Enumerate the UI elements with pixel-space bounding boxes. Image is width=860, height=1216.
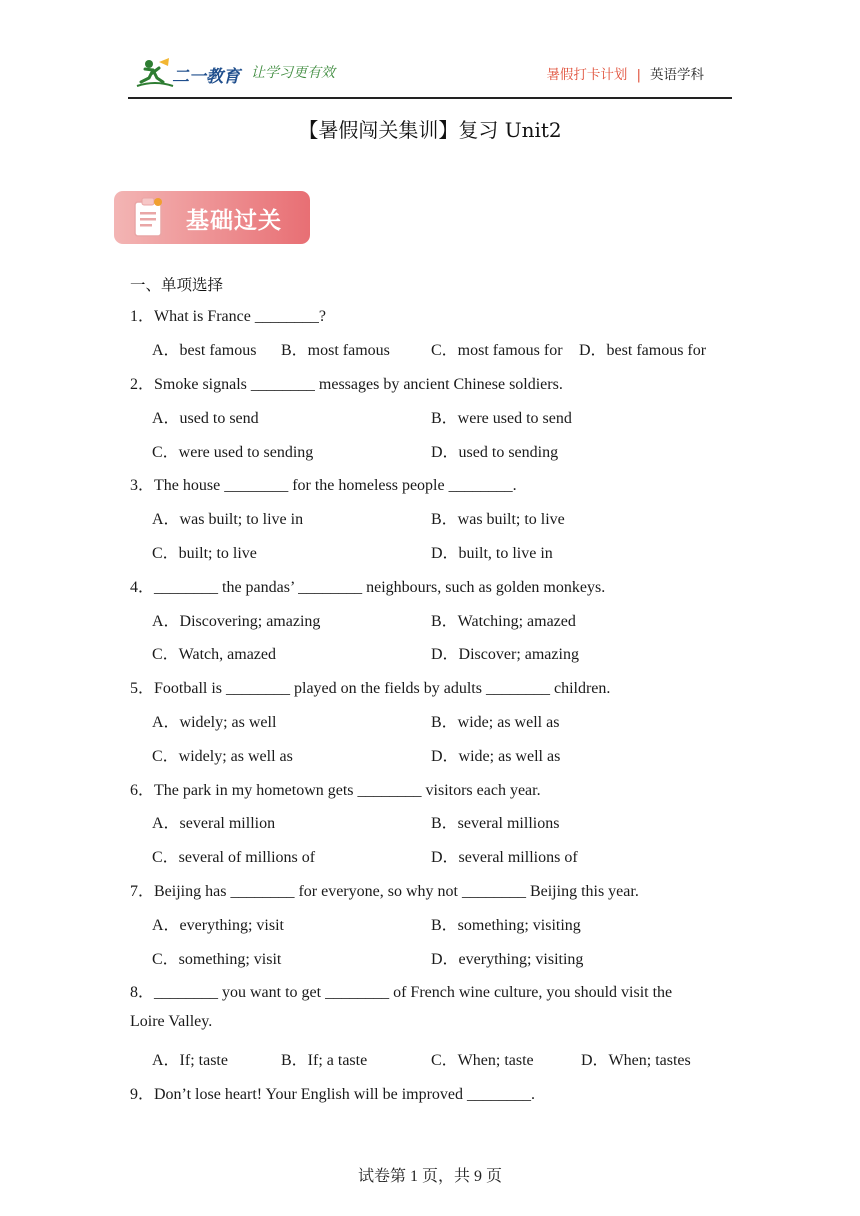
logo-text: 二一教育 <box>172 67 240 87</box>
option-d: D．used to sending <box>431 444 559 461</box>
question-stem: 6．The park in my hometown gets ________ visitors each year. <box>130 782 541 799</box>
option-b: B．Watching; amazed <box>431 613 576 630</box>
page-header <box>130 52 732 96</box>
document-icon <box>132 196 166 240</box>
option-c: C．were used to sending <box>152 444 314 461</box>
option-c: C．built; to live <box>152 545 257 562</box>
option-a: A．widely; as well <box>152 714 277 731</box>
question-stem: 7．Beijing has ________ for everyone, so why not ________ Beijing this year. <box>130 883 639 900</box>
option-b: B．something; visiting <box>431 917 581 934</box>
option-d: D．wide; as well as <box>431 748 561 765</box>
page-footer: 试卷第 1 页，共 9 页 <box>357 1168 502 1185</box>
slogan: 让学习更有效 <box>251 65 335 81</box>
option-c: C．widely; as well as <box>152 748 293 765</box>
option-a: A．was built; to live in <box>152 511 304 528</box>
option-b: B．several millions <box>431 815 560 832</box>
question-stem-continued: Loire Valley. <box>130 1013 213 1030</box>
option-a: A．used to send <box>152 410 259 427</box>
header-separator: | <box>636 67 641 83</box>
option-d: D．several millions of <box>431 849 578 866</box>
option-b: B．most famous <box>281 342 390 359</box>
option-a: A．If; taste <box>152 1052 228 1069</box>
header-rule <box>128 97 732 99</box>
question-stem: 1．What is France ________? <box>130 308 326 325</box>
subject-label: 英语学科 <box>650 67 704 83</box>
question-stem: 4．________ the pandas’ ________ neighbours, such as golden monkeys. <box>130 579 606 596</box>
option-a: A．several million <box>152 815 276 832</box>
question-stem: 2．Smoke signals ________ messages by ancient Chinese soldiers. <box>130 376 563 393</box>
option-b: B．was built; to live <box>431 511 565 528</box>
option-d: D．built, to live in <box>431 545 553 562</box>
option-c: C．When; taste <box>431 1052 534 1069</box>
option-a: A．Discovering; amazing <box>152 613 321 630</box>
option-d: D．everything; visiting <box>431 951 584 968</box>
option-c: C．several of millions of <box>152 849 316 866</box>
option-c: C．something; visit <box>152 951 282 968</box>
page-title: 【暑假闯关集训】复习 Unit2 <box>298 118 562 142</box>
option-d: D．best famous for <box>579 342 707 359</box>
option-c: C．most famous for <box>431 342 563 359</box>
option-a: A．everything; visit <box>152 917 284 934</box>
question-stem: 3．The house ________ for the homeless people ________. <box>130 477 517 494</box>
section-banner <box>114 191 310 244</box>
option-c: C．Watch, amazed <box>152 646 276 663</box>
plan-label: 暑假打卡计划 <box>546 67 628 83</box>
option-d: D．When; tastes <box>581 1052 691 1069</box>
section-heading: 一、单项选择 <box>130 276 224 294</box>
option-b: B．were used to send <box>431 410 572 427</box>
question-stem: 9．Don’t lose heart! Your English will be improved ________. <box>130 1086 536 1103</box>
option-d: D．Discover; amazing <box>431 646 579 663</box>
banner-label: 基础过关 <box>186 208 282 234</box>
option-a: A．best famous <box>152 342 257 359</box>
question-stem: 8．________ you want to get ________ of French wine culture, you should visit the <box>130 984 673 1001</box>
option-b: B．wide; as well as <box>431 714 560 731</box>
header-right <box>546 63 704 83</box>
option-b: B．If; a taste <box>281 1052 368 1069</box>
question-stem: 5．Football is ________ played on the fields by adults ________ children. <box>130 680 611 697</box>
